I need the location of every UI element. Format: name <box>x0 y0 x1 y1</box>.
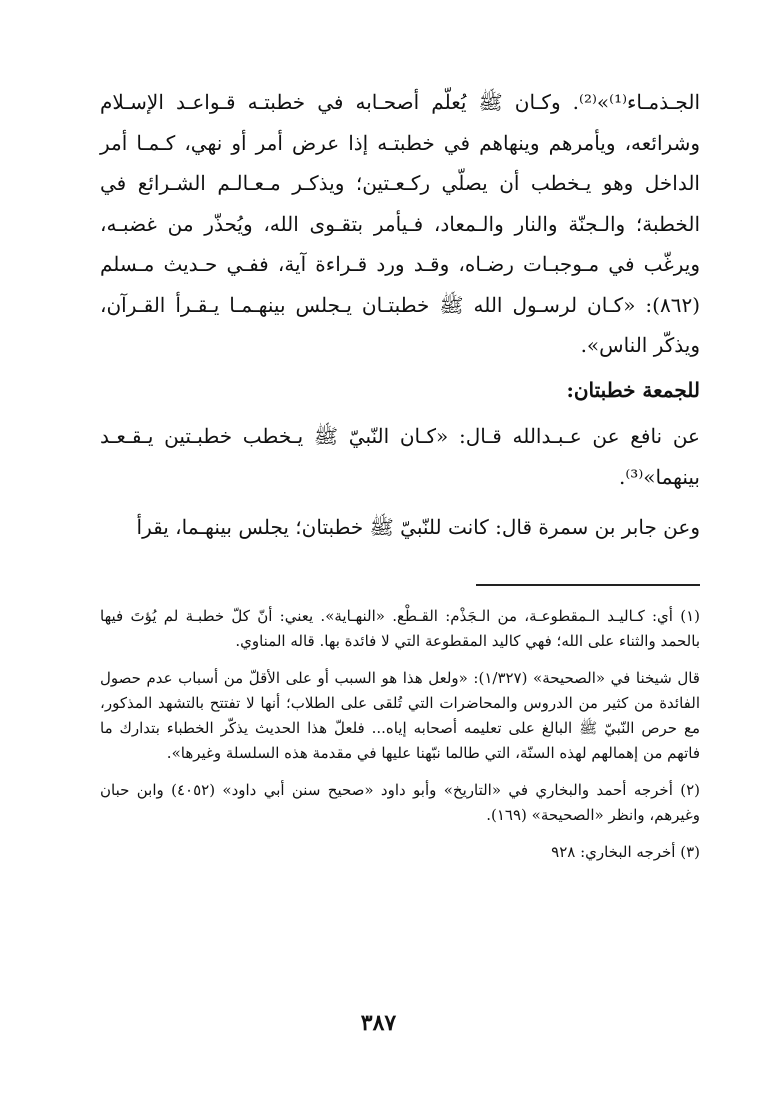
section-heading: للجمعة خطبتان: <box>566 377 700 402</box>
page-number: ٣٨٧ <box>360 1010 397 1036</box>
paragraph-gap <box>100 497 700 507</box>
footnote-separator <box>476 584 700 586</box>
body-paragraph: وعن جابر بن سمرة قال: كانت للنّبيّ ﷺ خطبتان؛ يجلس بينهـما، يقرأ <box>136 515 700 539</box>
footnotes <box>100 604 700 877</box>
footnote: قال شيخنا في «الصحيحة» (١/٣٢٧): «ولعل هذا هو السبب أو على الأقلّ من أسباب عدم حصول الفائدة من كثير من الدروس والمحاضرات التي تُلقى على الطلاب؛ أنها لا تفتتح بالتشهد المذكور، مع حرص النّبيّ ﷺ البالغ على تعليمه أصحابه إياه... فلعلّ هذا الحديث يذكّر الخطباء بتدارك ما فاتهم من إهمالهم لهذه السنّة، التي طالما نبّهنا عليها في مقدمة هذه السلسلة وغيرها». <box>100 669 700 762</box>
body-paragraph: عن نافع عن عـبـدالله قـال: «كـان النّبيّ ﷺ يـخطب خطبـتين يـقـعـد بينهما»⁽³⁾. <box>100 424 700 489</box>
main-text <box>100 82 700 548</box>
footnote: (٢) أخرجه أحمد والبخاري في «التاريخ» وأبو داود «صحيح سنن أبي داود» (٤٠٥٢) وابن حبان وغيرهم، وانظر «الصحيحة» (١٦٩). <box>100 781 700 824</box>
body-paragraph: الجـذمـاء⁽¹⁾»⁽²⁾. وكـان ﷺ يُعلّم أصحـابه في خطبتـه قـواعـد الإسـلام وشرائعه، ويأمرهم وينهاهم في خطبتـه إذا عرض أمر أو نهي، كـمـا أمر الداخل وهو يـخطب أن يصلّي ركـعـتين؛ ويذكـر مـعـالـم الشـرائع في الخطبة؛ والـجنّة والنار والـمعاد، فـيأمر بتقـوى الله، ويُحذّر من غضبـه، ويرغّب في مـوجبـات رضـاه، وقـد ورد قـراءة آية، ففـي حـديث مـسلم (٨٦٢): «كـان لرسـول الله ﷺ خطبتـان يـجلس بينهـمـا يـقـرأ القـرآن، ويذكّر الناس». <box>100 90 700 357</box>
footnote: (١) أي: كـاليـد الـمقطوعـة، من الـجَذْم: القـطْع. «النهـاية». يعني: أنّ كلّ خطبـة لم يُؤتَ فيها بالحمد والثناء على الله؛ فهي كاليد المقطوعة التي لا فائدة بها. قاله المناوي. <box>100 607 700 650</box>
footnote: (٣) أخرجه البخاري: ٩٢٨ <box>551 843 700 861</box>
